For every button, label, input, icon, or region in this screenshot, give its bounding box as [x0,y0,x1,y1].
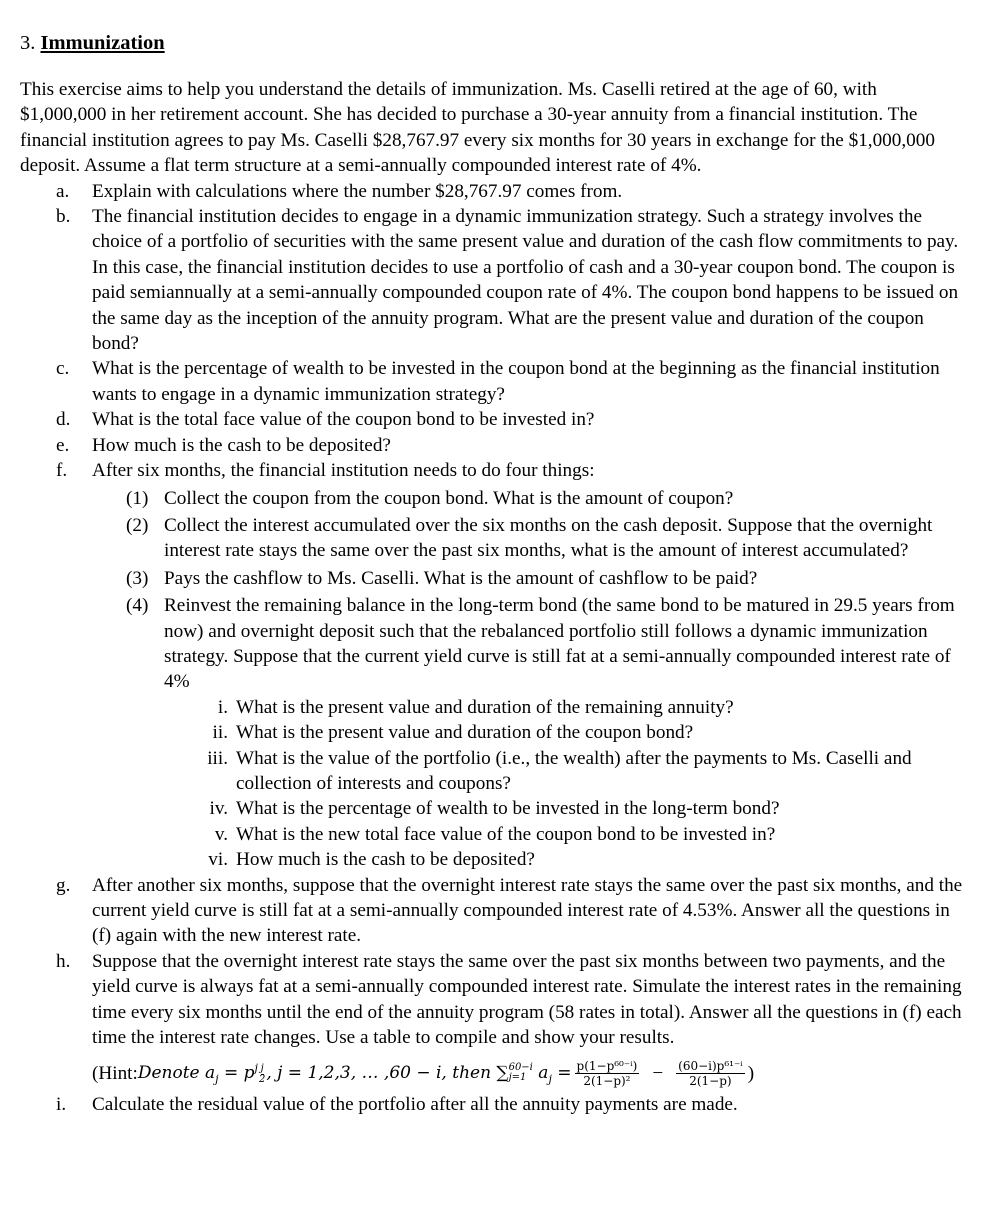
question-marker: b. [56,206,71,228]
question-g [20,873,965,949]
f4-subquestion-vi [20,847,965,872]
hint-sum-term-sub: j [548,1072,552,1086]
hint-fraction-2 [676,1059,745,1088]
f4-subquestion-ii [20,720,965,745]
hint-fraction-2-den: 2(1−p) [689,1073,732,1088]
question-marker: i. [56,1094,67,1116]
hint-sum-term: a [532,1062,549,1083]
question-a [20,179,965,204]
question-marker: a. [56,180,70,202]
subquestion-marker: (1) [126,487,149,509]
question-text: The financial institution decides to engage in a dynamic immunization strategy. Such a strategy involves the choice of a portfolio of securities with the same present value and duration of the cash flow commitments to pay. In this case, the financial institution decides to use a portfolio of cash and a 30-year coupon bond. The coupon is paid semiannually at a semi-annually compounded coupon rate of 4%. The coupon bond happens to be issued on the same day as the inception of the annuity program. What are the present value and duration of the coupon bond? [92,206,959,355]
hint-fraction-1-num: p(1−p⁶⁰⁻ⁱ) [576,1058,638,1073]
question-h [20,949,965,1091]
subquestion-marker: vi. [208,849,228,871]
subquestion-text: Collect the interest accumulated over the six months on the cash deposit. Suppose that the overnight interest rate stays the same over the past six months, what is the amount of interest accumulated? [164,514,933,562]
intro-paragraph: This exercise aims to help you understand the details of immunization. Ms. Caselli retired at the age of 60, with $1,000,000 in her retirement account. She has decided to purchase a 30-year annuity from a financial institution. The financial institution agrees to pay Ms. Caselli $28,767.97 every six months for 30 years in exchange for the $1,000,000 deposit. Assume a flat term structure at a semi-annually compounded interest rate of 4%. [20,79,935,177]
question-marker: f. [56,460,68,482]
question-marker: h. [56,950,71,972]
f-subquestion-list [20,486,965,873]
hint-j-over-2-num: j [260,1063,264,1075]
hint-j-over-2-den: 2 [258,1074,266,1086]
hint-math [138,1061,572,1086]
subquestion-marker: i. [217,696,228,718]
question-c [20,356,965,407]
subquestion-text: What is the present value and duration of the remaining annuity? [236,696,734,718]
question-text: Suppose that the overnight interest rate stays the same over the past six months between two payments, and the yield curve is always fat at a semi-annually compounded interest rate. Simulate the interest rates in the remaining time every six months until the end of the annuity program (58 rates in total). Answer all the questions in (f) each time the interest rate changes. Use a table to compile and show your results. [92,950,962,1049]
hint-formula [92,1056,965,1090]
question-text: After six months, the financial institution needs to do four things: [92,460,595,482]
hint-sum-lower: j=1 [508,1072,527,1084]
hint-sup-j: j [254,1061,258,1075]
question-e [20,433,965,458]
hint-j-over-2 [259,1064,265,1085]
f4-subquestion-v [20,822,965,847]
hint-minus: − [652,1062,664,1084]
section-title-text: Immunization [40,32,165,54]
subquestion-text: Collect the coupon from the coupon bond. What is the amount of coupon? [164,487,734,509]
subquestion-text: What is the new total face value of the coupon bond to be invested in? [236,823,776,845]
question-text: What is the total face value of the coupon bond to be invested in? [92,409,595,431]
subquestion-marker: (4) [126,595,149,617]
hint-sum-limits [509,1063,533,1083]
section-number: 3. [20,32,36,54]
question-marker: c. [56,358,70,380]
f4-subquestion-list [20,695,965,873]
question-marker: d. [56,409,71,431]
f4-subquestion-i [20,695,965,720]
subquestion-text: What is the present value and duration of the coupon bond? [236,722,694,744]
question-f [20,458,965,873]
subquestion-marker: iii. [207,747,228,769]
subquestion-text: Pays the cashflow to Ms. Caselli. What is the amount of cashflow to be paid? [164,567,758,589]
hint-equals: = [551,1062,572,1083]
question-text: After another six months, suppose that the overnight interest rate stays the same over the past six months, and the current yield curve is still fat at a semi-annually compounded interest rate of 4.53%. Answer all the questions in (f) again with the new interest rate. [92,874,963,947]
question-text: Explain with calculations where the number $28,767.97 comes from. [92,180,623,202]
hint-close: ) [747,1062,755,1084]
question-d [20,407,965,432]
subquestion-marker: v. [214,823,228,845]
subquestion-text: How much is the cash to be deposited? [236,849,535,871]
question-b [20,204,965,356]
hint-sub-j: j [215,1072,219,1086]
f4-subquestion-iii [20,746,965,797]
f-subquestion-2 [20,513,965,564]
subquestion-marker: ii. [212,722,228,744]
hint-fraction-1-den: 2(1−p)² [583,1073,631,1088]
subquestion-marker: (2) [126,514,149,536]
question-text: Calculate the residual value of the portfolio after all the annuity payments are made. [92,1094,738,1116]
question-marker: e. [56,434,70,456]
hint-sum-upper: 60−i [508,1062,533,1074]
hint-fraction-2-num: (60−i)p⁶¹⁻ⁱ [678,1058,743,1073]
subquestion-text: What is the value of the portfolio (i.e., the wealth) after the payments to Ms. Caselli and collection of interests and coupons? [236,747,912,794]
question-marker: g. [56,874,71,896]
question-list [20,179,965,1118]
question-text: How much is the cash to be deposited? [92,434,391,456]
subquestion-text: Reinvest the remaining balance in the long-term bond (the same bond to be matured in 29.5 years from now) and overnight deposit such that the rebalanced portfolio still follows a dynamic immunization strategy. Suppose that the current yield curve is still fat at a semi-annually compounded interest rate of 4% [164,595,955,693]
hint-eq: = p [218,1062,255,1083]
section-title [20,28,965,58]
question-text: What is the percentage of wealth to be invested in the coupon bond at the beginning as the financial institution wants to engage in a dynamic immunization strategy? [92,358,940,405]
hint-denote: Denote a [137,1062,216,1083]
question-i [20,1092,965,1117]
hint-open: (Hint: [92,1062,138,1084]
f-subquestion-3 [20,566,965,591]
hint-range: , j = 1,2,3, … ,60 − i, then ∑ [266,1062,509,1083]
f-subquestion-1 [20,486,965,511]
hint-fraction-1 [575,1059,640,1088]
subquestion-marker: iv. [209,798,228,820]
f-subquestion-4 [20,593,965,872]
f4-subquestion-iv [20,796,965,821]
document-page [20,28,965,1118]
subquestion-text: What is the percentage of wealth to be invested in the long-term bond? [236,798,780,820]
subquestion-marker: (3) [126,567,149,589]
